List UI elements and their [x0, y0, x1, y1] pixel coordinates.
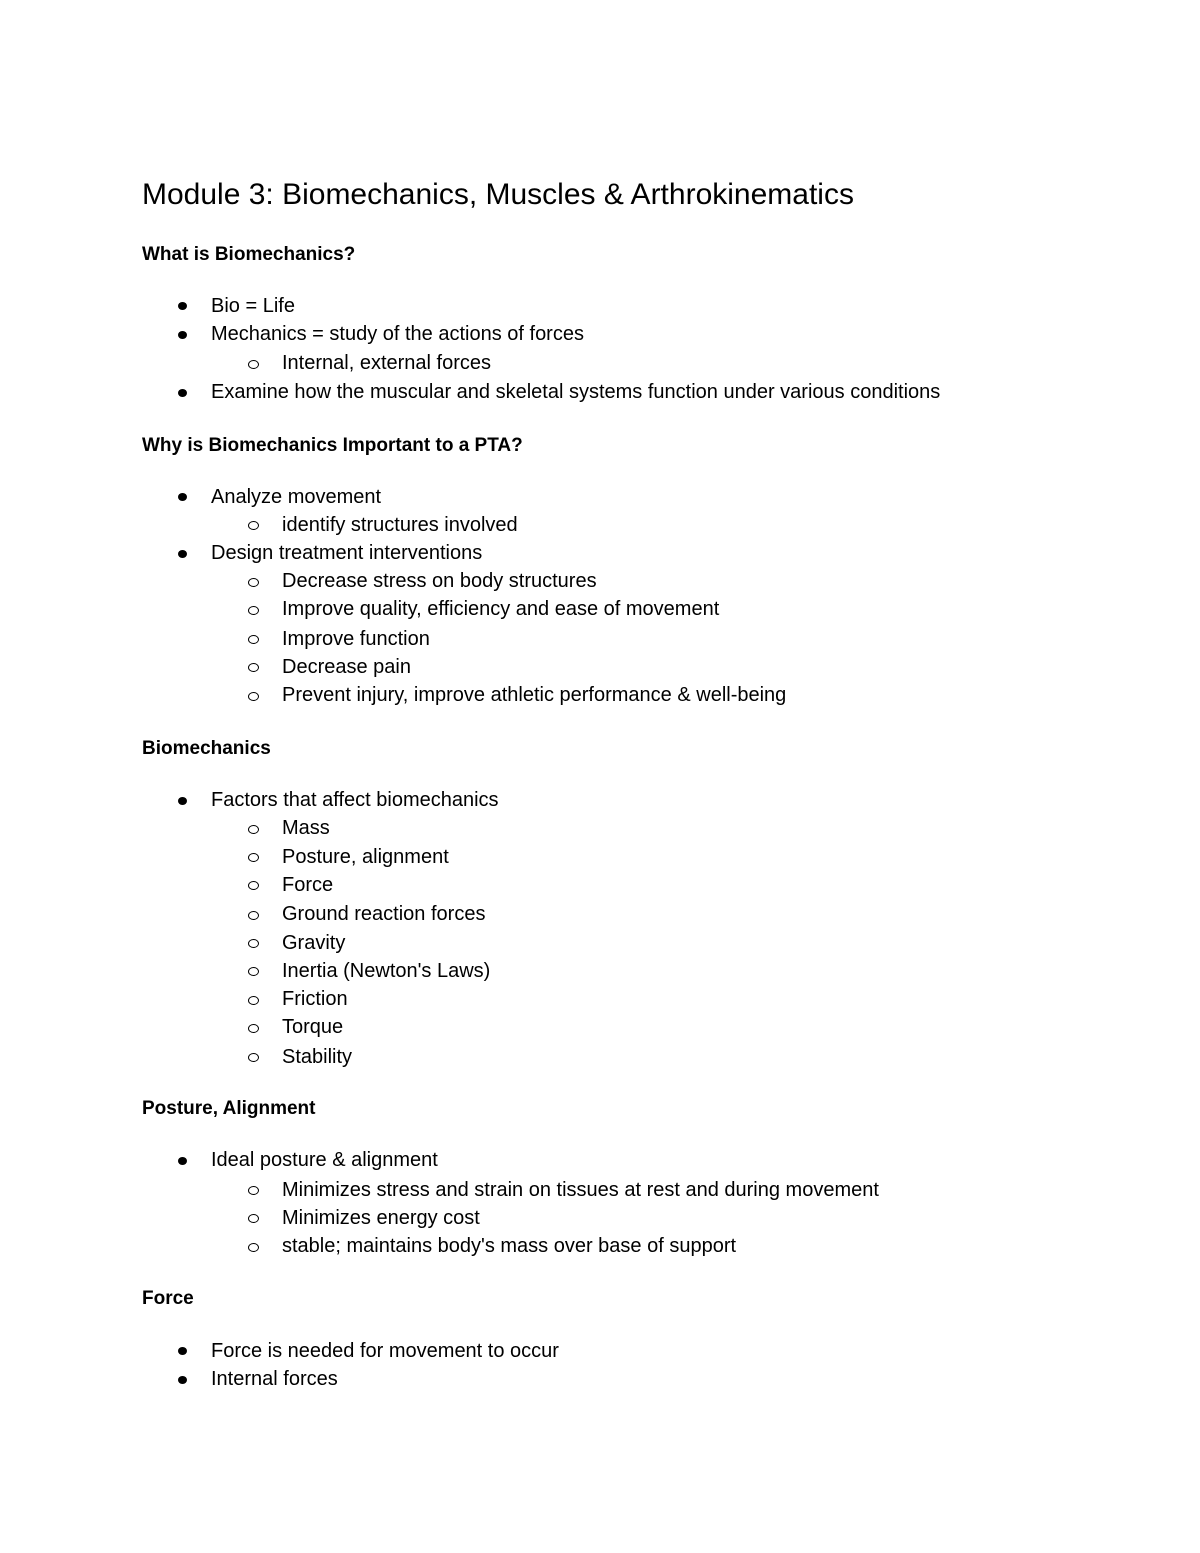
bullet-icon: [178, 797, 187, 805]
section-heading-force: Force: [142, 1288, 194, 1309]
list-item: Improve quality, efficiency and ease of movement: [282, 598, 720, 620]
section-heading-posture-alignment: Posture, Alignment: [142, 1098, 316, 1119]
list-item: Decrease pain: [282, 656, 411, 678]
list-item: Ground reaction forces: [282, 903, 486, 925]
list-item: identify structures involved: [282, 514, 518, 536]
list-item: Minimizes energy cost: [282, 1207, 480, 1229]
list-item: Examine how the muscular and skeletal systems function under various conditions: [211, 381, 941, 403]
sub-bullet-icon: [248, 635, 259, 644]
section-heading-biomechanics: Biomechanics: [142, 738, 271, 759]
list-item: Mechanics = study of the actions of forces: [211, 323, 584, 345]
sub-bullet-icon: [248, 692, 259, 701]
sub-bullet-icon: [248, 1024, 259, 1033]
list-item: Force is needed for movement to occur: [211, 1340, 559, 1362]
list-item: Ideal posture & alignment: [211, 1149, 438, 1171]
section-heading-what-is-biomechanics: What is Biomechanics?: [142, 244, 356, 265]
bullet-icon: [178, 493, 187, 501]
bullet-icon: [178, 1347, 187, 1355]
list-item: Prevent injury, improve athletic performance & well-being: [282, 684, 787, 706]
sub-bullet-icon: [248, 1214, 259, 1223]
list-item: Friction: [282, 988, 348, 1010]
bullet-icon: [178, 331, 187, 339]
bullet-icon: [178, 1157, 187, 1165]
list-item: Internal, external forces: [282, 352, 491, 374]
list-item: Decrease stress on body structures: [282, 570, 597, 592]
sub-bullet-icon: [248, 825, 259, 834]
page-title: Module 3: Biomechanics, Muscles & Arthrokinematics: [142, 178, 854, 211]
list-item: Torque: [282, 1016, 344, 1038]
sub-bullet-icon: [248, 911, 259, 920]
bullet-icon: [178, 389, 187, 397]
sub-bullet-icon: [248, 521, 259, 530]
sub-bullet-icon: [248, 996, 259, 1005]
list-item: Analyze movement: [211, 486, 382, 508]
bullet-icon: [178, 1376, 187, 1384]
sub-bullet-icon: [248, 939, 259, 948]
sub-bullet-icon: [248, 967, 259, 976]
list-item: Internal forces: [211, 1368, 338, 1390]
sub-bullet-icon: [248, 853, 259, 862]
sub-bullet-icon: [248, 578, 259, 587]
list-item: Mass: [282, 817, 330, 839]
sub-bullet-icon: [248, 360, 259, 369]
list-item: Minimizes stress and strain on tissues at rest and during movement: [282, 1179, 879, 1201]
list-item: Inertia (Newton's Laws): [282, 960, 491, 982]
sub-bullet-icon: [248, 606, 259, 615]
section-heading-why-important: Why is Biomechanics Important to a PTA?: [142, 435, 523, 456]
list-item: Stability: [282, 1046, 353, 1068]
list-item: Factors that affect biomechanics: [211, 789, 499, 811]
bullet-icon: [178, 550, 187, 558]
list-item: Force: [282, 874, 334, 896]
bullet-icon: [178, 302, 187, 310]
sub-bullet-icon: [248, 1053, 259, 1062]
list-item: Posture, alignment: [282, 846, 449, 868]
list-item: stable; maintains body's mass over base of support: [282, 1235, 737, 1257]
sub-bullet-icon: [248, 663, 259, 672]
sub-bullet-icon: [248, 1186, 259, 1195]
sub-bullet-icon: [248, 1243, 259, 1252]
list-item: Bio = Life: [211, 295, 295, 317]
list-item: Gravity: [282, 932, 346, 954]
list-item: Improve function: [282, 628, 430, 650]
sub-bullet-icon: [248, 881, 259, 890]
list-item: Design treatment interventions: [211, 542, 483, 564]
